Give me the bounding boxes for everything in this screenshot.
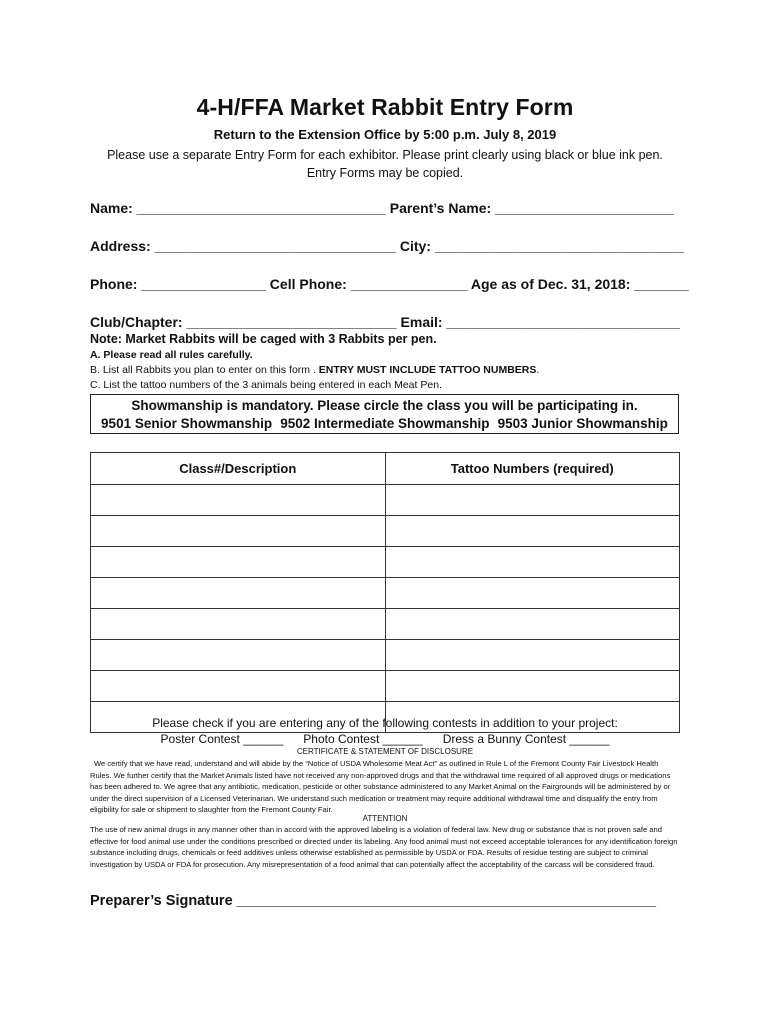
certificate-heading: CERTIFICATE & STATEMENT OF DISCLOSURE — [296, 747, 474, 756]
rule-b-suffix: . — [536, 364, 540, 376]
table-row — [91, 609, 680, 640]
class-description-header: Class#/Description — [91, 453, 386, 485]
form-title: 4-H/FFA Market Rabbit Entry Form — [196, 94, 574, 120]
table-row — [91, 578, 680, 609]
tattoo-numbers-cell[interactable] — [385, 640, 680, 671]
class-9501-option[interactable]: 9501 Senior Showmanship — [101, 416, 273, 431]
rule-b-emphasis: ENTRY MUST INCLUDE TATTOO NUMBERS — [318, 364, 537, 376]
class-description-cell[interactable] — [91, 609, 386, 640]
class-description-cell[interactable] — [91, 578, 386, 609]
table-row — [91, 640, 680, 671]
tattoo-numbers-cell[interactable] — [385, 516, 680, 547]
instructions-text: Please use a separate Entry Form for each exhibitor. Please print clearly using black or blue ink pen. Entry Forms may be copied. — [107, 148, 663, 180]
tattoo-numbers-cell[interactable] — [385, 485, 680, 516]
rule-b-prefix: B. List all Rabbits you plan to enter on this form . — [90, 364, 319, 376]
attention-heading: ATTENTION — [362, 814, 408, 823]
contests-prompt: Please check if you are entering any of the following contests in addition to your project: — [152, 716, 618, 730]
tattoo-numbers-cell[interactable] — [385, 609, 680, 640]
phone-age-field-line[interactable]: Phone: ________________ Cell Phone: _______________ Age as of Dec. 31, 2018: _______ — [90, 276, 689, 292]
showmanship-box — [90, 394, 679, 434]
table-row — [91, 516, 680, 547]
rule-a: A. Please read all rules carefully. — [90, 349, 253, 361]
class-description-cell[interactable] — [91, 671, 386, 702]
signature-line[interactable]: Preparer’s Signature ____________________________________________________ — [90, 893, 657, 909]
rule-c: C. List the tattoo numbers of the 3 animals being entered in each Meat Pen. — [90, 379, 442, 391]
showmanship-heading: Showmanship is mandatory. Please circle the class you will be participating in. — [131, 398, 638, 413]
tattoo-numbers-cell[interactable] — [385, 547, 680, 578]
class-description-cell[interactable] — [91, 485, 386, 516]
certificate-body: We certify that we have read, understand and will abide by the “Notice of USDA Wholesome Meat Act” as outlined in Rule L of the Fremont County Fair Livestock Health Rules. We further certify that the Market Animals listed have not received any non-approved drugs and that the withdrawal time required of all approved drugs or medications has been adhered to. We agree that any antibiotic, medication, pesticide or other substance administered to any Market Animal on the Fairgrounds will be administered by or under the direct supervision of a Licensed Veterinarian. We understand such medication or treatment may require additional withdrawal time and disqualify the entry from eligibility for sale or shipment to slaughter from the Fremont County Fair. — [90, 759, 671, 814]
table-row — [91, 547, 680, 578]
name-parent-field-line[interactable]: Name: ________________________________ Parent’s Name: _______________________ — [90, 200, 675, 216]
tattoo-numbers-header: Tattoo Numbers (required) — [385, 453, 680, 485]
table-row — [91, 671, 680, 702]
class-description-cell[interactable] — [91, 516, 386, 547]
class-description-cell[interactable] — [91, 547, 386, 578]
pen-note: Note: Market Rabbits will be caged with 3 Rabbits per pen. — [90, 332, 437, 346]
club-email-field-line[interactable]: Club/Chapter: ___________________________ Email: ______________________________ — [90, 314, 681, 330]
tattoo-numbers-cell[interactable] — [385, 578, 680, 609]
class-9502-option[interactable]: 9502 Intermediate Showmanship — [280, 416, 490, 431]
deadline-text: Return to the Extension Office by 5:00 p.m. July 8, 2019 — [213, 127, 557, 142]
class-9503-option[interactable]: 9503 Junior Showmanship — [497, 416, 668, 431]
attention-body: The use of new animal drugs in any manner other than in accord with the approved labeling is a violation of federal law. New drug or substance that is not proven safe and effective for food animal use under the conditions prescribed or directed under its labeling. Any food animal must not exceed acceptable tolerances for any identification foreign substance including drugs, chemicals or feed additives unless otherwise established as permissible by USDA or FDA. Results of residue testing are subject to criminal investigation by USDA or FDA for prosecution. Any misrepresentation of a food animal that can potentially affect the acceptability of the carcass will be considered fraud. — [90, 825, 678, 869]
address-city-field-line[interactable]: Address: _______________________________ City: ________________________________ — [90, 238, 684, 254]
entries-table — [90, 452, 680, 733]
contests-options[interactable]: Poster Contest ______ Photo Contest ______ Dress a Bunny Contest ______ — [160, 732, 610, 746]
showmanship-classes — [91, 416, 678, 431]
table-row — [91, 485, 680, 516]
tattoo-numbers-cell[interactable] — [385, 671, 680, 702]
rule-b — [90, 364, 539, 376]
class-description-cell[interactable] — [91, 640, 386, 671]
